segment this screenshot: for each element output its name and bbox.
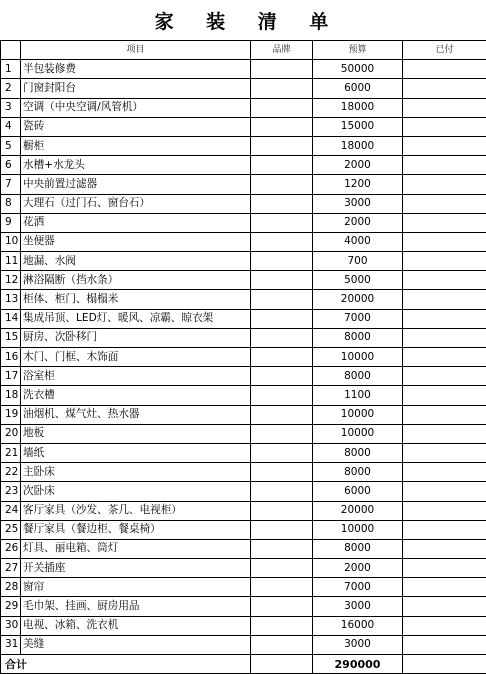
item-cell[interactable]: 开关插座	[21, 559, 251, 578]
header-brand[interactable]: 品牌	[251, 41, 313, 60]
paid-cell[interactable]	[403, 386, 486, 405]
paid-cell[interactable]	[403, 117, 486, 136]
item-cell[interactable]: 门窗封阳台	[21, 79, 251, 98]
row-number[interactable]: 14	[1, 309, 21, 328]
table-row	[1, 424, 486, 443]
row-number[interactable]: 6	[1, 156, 21, 175]
item-cell[interactable]: 空调（中央空调/风管机）	[21, 98, 251, 117]
table-row	[1, 194, 486, 213]
brand-cell[interactable]	[251, 79, 313, 98]
budget-cell[interactable]: 7000	[313, 309, 403, 328]
item-cell[interactable]: 橱柜	[21, 136, 251, 155]
budget-cell[interactable]: 2000	[313, 559, 403, 578]
paid-cell[interactable]	[403, 252, 486, 271]
brand-cell[interactable]	[251, 213, 313, 232]
table-row	[1, 616, 486, 635]
budget-cell[interactable]: 20000	[313, 501, 403, 520]
paid-cell[interactable]	[403, 520, 486, 539]
table-row	[1, 635, 486, 654]
item-cell[interactable]: 美缝	[21, 635, 251, 654]
item-cell[interactable]: 客厅家具（沙发、茶几、电视柜）	[21, 501, 251, 520]
item-cell[interactable]: 木门、门框、木饰面	[21, 348, 251, 367]
table-row	[1, 156, 486, 175]
budget-cell[interactable]: 10000	[313, 348, 403, 367]
row-number[interactable]: 13	[1, 290, 21, 309]
item-cell[interactable]: 电视、冰箱、洗衣机	[21, 616, 251, 635]
brand-cell[interactable]	[251, 136, 313, 155]
row-number[interactable]: 2	[1, 79, 21, 98]
paid-cell[interactable]	[403, 79, 486, 98]
table-row	[1, 213, 486, 232]
item-cell[interactable]: 主卧床	[21, 463, 251, 482]
table-row	[1, 367, 486, 386]
paid-cell[interactable]	[403, 578, 486, 597]
budget-cell[interactable]: 6000	[313, 79, 403, 98]
brand-cell[interactable]	[251, 117, 313, 136]
item-cell[interactable]: 瓷砖	[21, 117, 251, 136]
budget-cell[interactable]: 8000	[313, 328, 403, 347]
item-cell[interactable]: 餐厅家具（餐边柜、餐桌椅）	[21, 520, 251, 539]
brand-cell[interactable]	[251, 597, 313, 616]
brand-cell[interactable]	[251, 501, 313, 520]
table-row	[1, 290, 486, 309]
budget-cell[interactable]: 10000	[313, 405, 403, 424]
table-row	[1, 501, 486, 520]
row-number[interactable]: 22	[1, 463, 21, 482]
row-number[interactable]: 5	[1, 136, 21, 155]
item-cell[interactable]: 柜体、柜门、榻榻米	[21, 290, 251, 309]
item-cell[interactable]: 水槽+水龙头	[21, 156, 251, 175]
brand-cell[interactable]	[251, 252, 313, 271]
brand-cell[interactable]	[251, 328, 313, 347]
budget-cell[interactable]: 8000	[313, 367, 403, 386]
item-cell[interactable]: 花洒	[21, 213, 251, 232]
paid-cell[interactable]	[403, 156, 486, 175]
budget-cell[interactable]: 6000	[313, 482, 403, 501]
paid-cell[interactable]	[403, 635, 486, 654]
item-cell[interactable]: 大理石（过门石、窗台石）	[21, 194, 251, 213]
table-row	[1, 136, 486, 155]
item-cell[interactable]: 墙纸	[21, 443, 251, 462]
table-row	[1, 386, 486, 405]
brand-cell[interactable]	[251, 405, 313, 424]
paid-cell[interactable]	[403, 213, 486, 232]
paid-cell[interactable]	[403, 98, 486, 117]
brand-cell[interactable]	[251, 635, 313, 654]
budget-cell[interactable]: 10000	[313, 520, 403, 539]
table-row	[1, 578, 486, 597]
paid-cell[interactable]	[403, 328, 486, 347]
budget-cell[interactable]: 8000	[313, 463, 403, 482]
item-cell[interactable]: 淋浴隔断（挡水条）	[21, 271, 251, 290]
brand-cell[interactable]	[251, 98, 313, 117]
paid-cell[interactable]	[403, 424, 486, 443]
item-cell[interactable]: 窗帘	[21, 578, 251, 597]
table-row	[1, 117, 486, 136]
paid-cell[interactable]	[403, 348, 486, 367]
sheet-title: 家 装 清 单	[145, 7, 342, 34]
table-row	[1, 175, 486, 194]
paid-cell[interactable]	[403, 367, 486, 386]
brand-cell[interactable]	[251, 194, 313, 213]
paid-cell[interactable]	[403, 597, 486, 616]
budget-cell[interactable]: 1100	[313, 386, 403, 405]
table-row	[1, 98, 486, 117]
item-cell[interactable]: 次卧床	[21, 482, 251, 501]
budget-cell[interactable]: 3000	[313, 194, 403, 213]
budget-cell[interactable]: 1200	[313, 175, 403, 194]
brand-cell[interactable]	[251, 424, 313, 443]
row-number[interactable]: 23	[1, 482, 21, 501]
table-row	[1, 348, 486, 367]
row-number[interactable]: 19	[1, 405, 21, 424]
brand-cell[interactable]	[251, 367, 313, 386]
row-number[interactable]: 28	[1, 578, 21, 597]
brand-cell[interactable]	[251, 559, 313, 578]
brand-cell[interactable]	[251, 463, 313, 482]
brand-cell[interactable]	[251, 539, 313, 558]
paid-cell[interactable]	[403, 232, 486, 251]
row-number[interactable]: 1	[1, 60, 21, 79]
row-number[interactable]: 7	[1, 175, 21, 194]
paid-cell[interactable]	[403, 309, 486, 328]
brand-cell[interactable]	[251, 309, 313, 328]
row-number[interactable]: 27	[1, 559, 21, 578]
table-row	[1, 309, 486, 328]
paid-cell[interactable]	[403, 559, 486, 578]
budget-cell[interactable]: 18000	[313, 98, 403, 117]
table-row	[1, 559, 486, 578]
header-index[interactable]	[1, 41, 21, 60]
budget-cell[interactable]: 7000	[313, 578, 403, 597]
table-row	[1, 520, 486, 539]
table-row	[1, 443, 486, 462]
budget-cell[interactable]: 700	[313, 252, 403, 271]
item-cell[interactable]: 洗衣槽	[21, 386, 251, 405]
paid-cell[interactable]	[403, 616, 486, 635]
row-number[interactable]: 20	[1, 424, 21, 443]
paid-cell[interactable]	[403, 194, 486, 213]
item-cell[interactable]: 地漏、水阀	[21, 252, 251, 271]
row-number[interactable]: 12	[1, 271, 21, 290]
header-budget[interactable]: 预算	[313, 41, 403, 60]
paid-cell[interactable]	[403, 463, 486, 482]
row-number[interactable]: 26	[1, 539, 21, 558]
budget-table	[0, 40, 486, 674]
brand-cell[interactable]	[251, 578, 313, 597]
budget-cell[interactable]: 2000	[313, 156, 403, 175]
table-row	[1, 252, 486, 271]
paid-cell[interactable]	[403, 136, 486, 155]
budget-cell[interactable]: 15000	[313, 117, 403, 136]
row-number[interactable]: 31	[1, 635, 21, 654]
row-number[interactable]: 4	[1, 117, 21, 136]
table-row	[1, 271, 486, 290]
paid-cell[interactable]	[403, 482, 486, 501]
brand-cell[interactable]	[251, 386, 313, 405]
row-number[interactable]: 10	[1, 232, 21, 251]
brand-cell[interactable]	[251, 60, 313, 79]
total-row	[1, 655, 486, 674]
brand-cell[interactable]	[251, 616, 313, 635]
brand-cell[interactable]	[251, 232, 313, 251]
budget-cell[interactable]: 2000	[313, 213, 403, 232]
item-cell[interactable]: 毛巾架、挂画、厨房用品	[21, 597, 251, 616]
total-brand-cell[interactable]	[251, 655, 313, 674]
row-number[interactable]: 18	[1, 386, 21, 405]
item-cell[interactable]: 浴室柜	[21, 367, 251, 386]
paid-cell[interactable]	[403, 271, 486, 290]
brand-cell[interactable]	[251, 175, 313, 194]
brand-cell[interactable]	[251, 156, 313, 175]
brand-cell[interactable]	[251, 290, 313, 309]
paid-cell[interactable]	[403, 405, 486, 424]
brand-cell[interactable]	[251, 443, 313, 462]
paid-cell[interactable]	[403, 443, 486, 462]
table-row	[1, 597, 486, 616]
item-cell[interactable]: 灯具、丽电箱、筒灯	[21, 539, 251, 558]
row-number[interactable]: 24	[1, 501, 21, 520]
budget-cell[interactable]: 5000	[313, 271, 403, 290]
row-number[interactable]: 11	[1, 252, 21, 271]
row-number[interactable]: 21	[1, 443, 21, 462]
row-number[interactable]: 16	[1, 348, 21, 367]
table-row	[1, 79, 486, 98]
table-row	[1, 232, 486, 251]
budget-cell[interactable]: 3000	[313, 597, 403, 616]
total-budget[interactable]: 290000	[313, 655, 403, 674]
budget-cell[interactable]: 8000	[313, 443, 403, 462]
row-number[interactable]: 9	[1, 213, 21, 232]
paid-cell[interactable]	[403, 539, 486, 558]
item-cell[interactable]: 厨房、次卧移门	[21, 328, 251, 347]
title-row	[0, 0, 486, 40]
table-row	[1, 463, 486, 482]
table-row	[1, 328, 486, 347]
brand-cell[interactable]	[251, 348, 313, 367]
budget-cell[interactable]: 20000	[313, 290, 403, 309]
budget-cell[interactable]: 3000	[313, 635, 403, 654]
table-row	[1, 405, 486, 424]
budget-cell[interactable]: 50000	[313, 60, 403, 79]
header-item[interactable]: 项目	[21, 41, 251, 60]
table-row	[1, 482, 486, 501]
row-number[interactable]: 30	[1, 616, 21, 635]
paid-cell[interactable]	[403, 501, 486, 520]
budget-cell[interactable]: 18000	[313, 136, 403, 155]
budget-cell[interactable]: 16000	[313, 616, 403, 635]
header-paid[interactable]: 已付	[403, 41, 486, 60]
brand-cell[interactable]	[251, 271, 313, 290]
row-number[interactable]: 17	[1, 367, 21, 386]
budget-cell[interactable]: 8000	[313, 539, 403, 558]
brand-cell[interactable]	[251, 482, 313, 501]
item-cell[interactable]: 集成吊顶、LED灯、暖风、凉霸、晾衣架	[21, 309, 251, 328]
row-number[interactable]: 3	[1, 98, 21, 117]
paid-cell[interactable]	[403, 60, 486, 79]
paid-cell[interactable]	[403, 175, 486, 194]
row-number[interactable]: 8	[1, 194, 21, 213]
row-number[interactable]: 15	[1, 328, 21, 347]
total-paid-cell[interactable]	[403, 655, 486, 674]
budget-cell[interactable]: 10000	[313, 424, 403, 443]
table-row	[1, 60, 486, 79]
item-cell[interactable]: 坐便器	[21, 232, 251, 251]
header-row	[1, 41, 486, 60]
table-row	[1, 539, 486, 558]
total-label[interactable]: 合计	[1, 655, 251, 674]
brand-cell[interactable]	[251, 520, 313, 539]
item-cell[interactable]: 油烟机、煤气灶、热水器	[21, 405, 251, 424]
row-number[interactable]: 25	[1, 520, 21, 539]
item-cell[interactable]: 半包装修费	[21, 60, 251, 79]
item-cell[interactable]: 地板	[21, 424, 251, 443]
row-number[interactable]: 29	[1, 597, 21, 616]
paid-cell[interactable]	[403, 290, 486, 309]
item-cell[interactable]: 中央前置过滤器	[21, 175, 251, 194]
budget-cell[interactable]: 4000	[313, 232, 403, 251]
